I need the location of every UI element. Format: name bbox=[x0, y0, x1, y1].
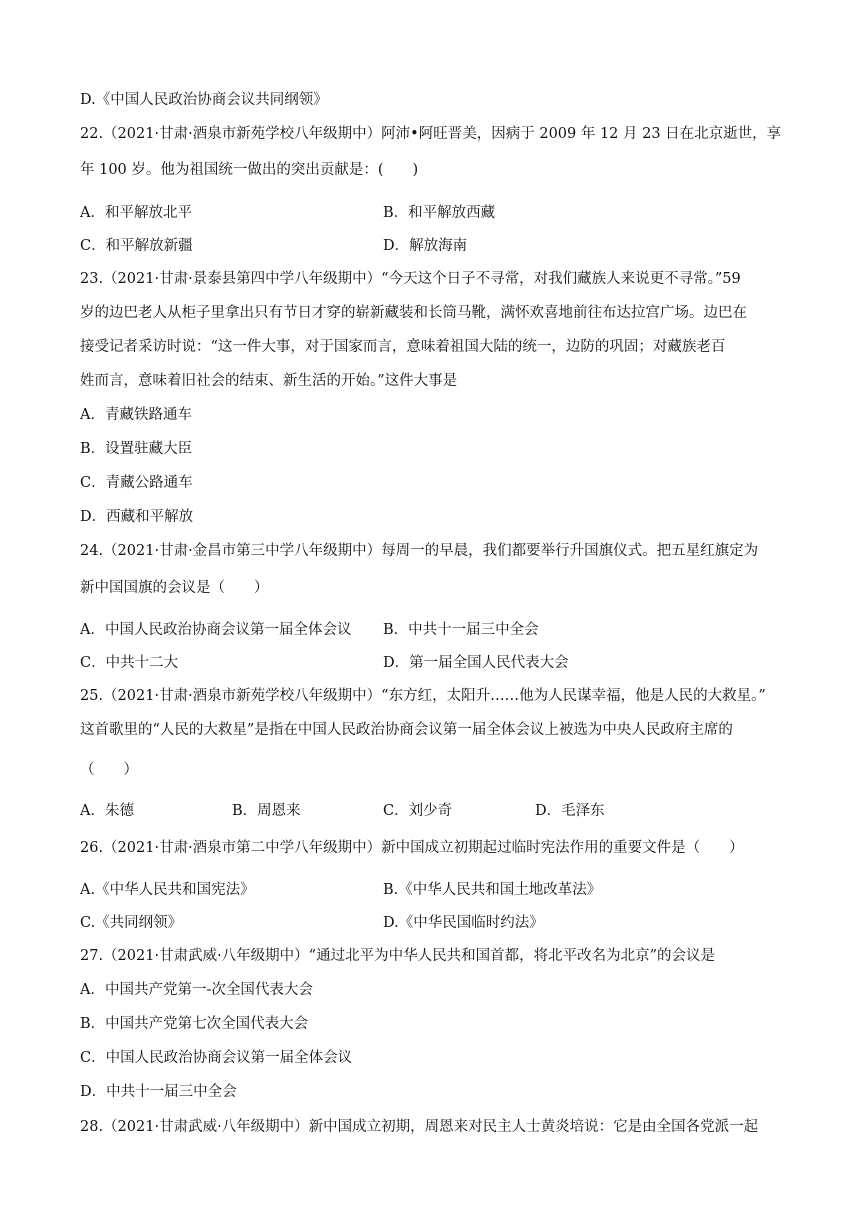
q27-option-b: B．中国共产党第七次全国代表大会 bbox=[80, 1016, 309, 1032]
question-25-line3: （ ） bbox=[80, 762, 138, 778]
q23-option-c: C．青藏公路通车 bbox=[80, 475, 193, 491]
question-24-line1: 24.（2021·甘肃·金昌市第三中学八年级期中）每周一的早晨，我们都要举行升国旗仪式。把五星红旗定为 bbox=[80, 543, 759, 559]
q25-option-a: A．朱德 bbox=[80, 803, 134, 819]
q22-option-a: A．和平解放北平 bbox=[80, 205, 192, 221]
question-23-line1: 23.（2021·甘肃·景泰县第四中学八年级期中）“今天这个日子不寻常，对我们藏族人来说更不寻常。”59 bbox=[80, 271, 741, 287]
option-d-q21: D.《中国人民政治协商会议共同纲领》 bbox=[80, 92, 328, 108]
q22-option-b: B．和平解放西藏 bbox=[383, 205, 496, 221]
q26-option-d: D.《中华民国临时约法》 bbox=[383, 915, 544, 931]
question-25-line1: 25.（2021·甘肃·酒泉市新苑学校八年级期中）“东方红，太阳升……他为人民谋幸福，他是人民的大救星。” bbox=[80, 688, 766, 704]
q24-option-a: A．中国人民政治协商会议第一届全体会议 bbox=[80, 622, 352, 638]
q27-option-c: C．中国人民政治协商会议第一届全体会议 bbox=[80, 1050, 353, 1066]
q23-option-d: D．西藏和平解放 bbox=[80, 509, 194, 525]
q26-option-b: B.《中华人民共和国土地改革法》 bbox=[383, 882, 602, 898]
question-28-line1: 28.（2021·甘肃武威·八年级期中）新中国成立初期，周恩来对民主人士黄炎培说：它是由全国各党派一起 bbox=[80, 1119, 759, 1135]
q26-option-a: A.《中华人民共和国宪法》 bbox=[80, 882, 255, 898]
question-22-line1: 22.（2021·甘肃·酒泉市新苑学校八年级期中）阿沛•阿旺晋美，因病于 2009 年 12 月 23 日在北京逝世，享 bbox=[80, 126, 782, 142]
q27-option-a: A．中国共产党第一-次全国代表大会 bbox=[80, 982, 313, 998]
question-24-line2: 新中国国旗的会议是（ ） bbox=[80, 580, 269, 596]
q22-option-d: D．解放海南 bbox=[383, 238, 468, 254]
q23-option-b: B．设置驻藏大臣 bbox=[80, 441, 193, 457]
q26-option-c: C.《共同纲领》 bbox=[80, 915, 183, 931]
question-26-line1: 26.（2021·甘肃·酒泉市第二中学八年级期中）新中国成立初期起过临时宪法作用的重要文件是（ ） bbox=[80, 840, 744, 856]
q25-option-c: C．刘少奇 bbox=[383, 803, 453, 819]
q24-option-d: D．第一届全国人民代表大会 bbox=[383, 655, 569, 671]
question-23-line4: 姓而言，意味着旧社会的结束、新生活的开始。”这件大事是 bbox=[80, 373, 458, 389]
q24-option-c: C．中共十二大 bbox=[80, 655, 179, 671]
q27-option-d: D．中共十一届三中全会 bbox=[80, 1084, 237, 1100]
question-27-line1: 27.（2021·甘肃武威·八年级期中）“通过北平为中华人民共和国首都，将北平改名为北京”的会议是 bbox=[80, 948, 716, 964]
q24-option-b: B．中共十一届三中全会 bbox=[383, 622, 539, 638]
q23-option-a: A．青藏铁路通车 bbox=[80, 407, 192, 423]
question-25-line2: 这首歌里的“人民的大救星”是指在中国人民政治协商会议第一届全体会议上被选为中央人民政府主席的 bbox=[80, 722, 733, 738]
q22-option-c: C．和平解放新疆 bbox=[80, 238, 193, 254]
question-22-line2: 年 100 岁。他为祖国统一做出的突出贡献是：( ) bbox=[80, 162, 419, 178]
question-23-line3: 接受记者采访时说：“这一件大事，对于国家而言，意味着祖国大陆的统一，边防的巩固；对藏族老百 bbox=[80, 339, 726, 355]
q25-option-b: B．周恩来 bbox=[232, 803, 301, 819]
q25-option-d: D．毛泽东 bbox=[535, 803, 605, 819]
question-23-line2: 岁的边巴老人从柜子里拿出只有节日才穿的崭新藏装和长筒马靴，满怀欢喜地前往布达拉宫广场。边巴在 bbox=[80, 305, 747, 321]
